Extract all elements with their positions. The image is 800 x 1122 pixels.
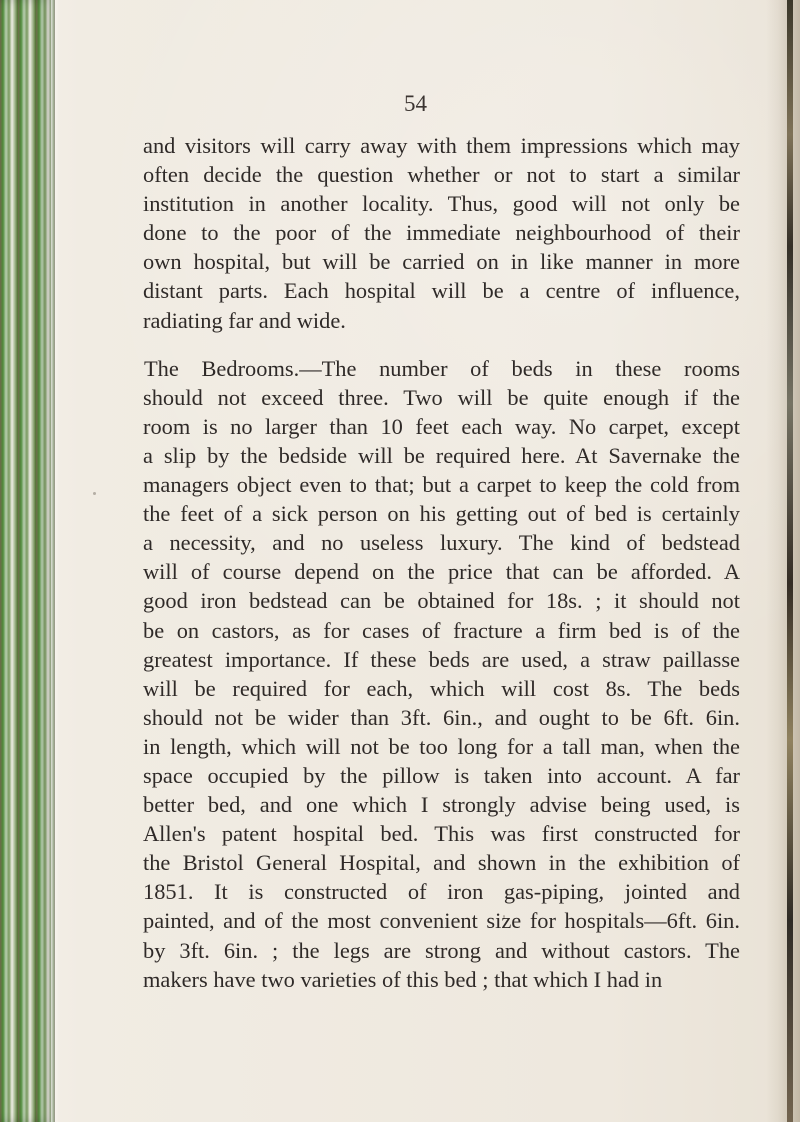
text-line: better bed, and one which I strongly advise being used, is: [143, 792, 740, 818]
paper-speck: [93, 492, 96, 495]
text-line: should not be wider than 3ft. 6in., and ought to be 6ft. 6in.: [143, 704, 740, 730]
text-line: greatest importance. If these beds are used, a straw paillasse: [143, 646, 740, 672]
text-line: distant parts. Each hospital will be a centre of influence,: [143, 278, 740, 304]
text-line: the feet of a sick person on his getting out of bed is certainly: [143, 501, 740, 527]
text-line: own hospital, but will be carried on in like manner in more: [143, 249, 740, 275]
text-line: will of course depend on the price that can be afforded. A: [143, 559, 740, 585]
text-line: by 3ft. 6in. ; the legs are strong and without castors. The: [143, 937, 740, 963]
text-line: the Bristol General Hospital, and shown in the exhibition of: [143, 850, 740, 876]
page-text: [143, 131, 740, 994]
paragraph-gap: [143, 335, 740, 354]
paper-speck: [503, 915, 505, 918]
text-line: The Bedrooms.—The number of beds in these rooms: [144, 355, 740, 381]
text-line: 1851. It is constructed of iron gas-piping, jointed and: [143, 879, 740, 905]
page-number: 54: [404, 91, 427, 116]
text-line: often decide the question whether or not to start a similar: [143, 162, 740, 188]
text-line: painted, and of the most convenient size for hospitals—6ft. 6in.: [143, 908, 740, 934]
page-right-edge: [766, 0, 800, 1122]
text-line: be on castors, as for cases of fracture a firm bed is of the: [143, 617, 740, 643]
text-line: space occupied by the pillow is taken into account. A far: [143, 762, 740, 788]
text-line: a necessity, and no useless luxury. The kind of bedstead: [143, 530, 740, 556]
text-line: will be required for each, which will cost 8s. The beds: [143, 675, 740, 701]
book-binding-edge: [0, 0, 55, 1122]
text-line: radiating far and wide.: [143, 307, 346, 333]
text-line: managers object even to that; but a carpet to keep the cold from: [143, 472, 740, 498]
text-line: institution in another locality. Thus, good will not only be: [143, 191, 740, 217]
text-line: a slip by the bedside will be required here. At Savernake the: [143, 442, 740, 468]
paper-speck: [715, 690, 717, 692]
text-line: should not exceed three. Two will be quite enough if the: [143, 384, 740, 410]
text-line: in length, which will not be too long for a tall man, when the: [143, 733, 740, 759]
text-line: good iron bedstead can be obtained for 18s. ; it should not: [143, 588, 740, 614]
text-line: makers have two varieties of this bed ; that which I had in: [143, 966, 663, 992]
text-line: done to the poor of the immediate neighbourhood of their: [143, 220, 740, 246]
text-line: Allen's patent hospital bed. This was first constructed for: [143, 821, 740, 847]
text-line: room is no larger than 10 feet each way. No carpet, except: [143, 413, 740, 439]
text-line: and visitors will carry away with them impressions which may: [143, 133, 740, 158]
